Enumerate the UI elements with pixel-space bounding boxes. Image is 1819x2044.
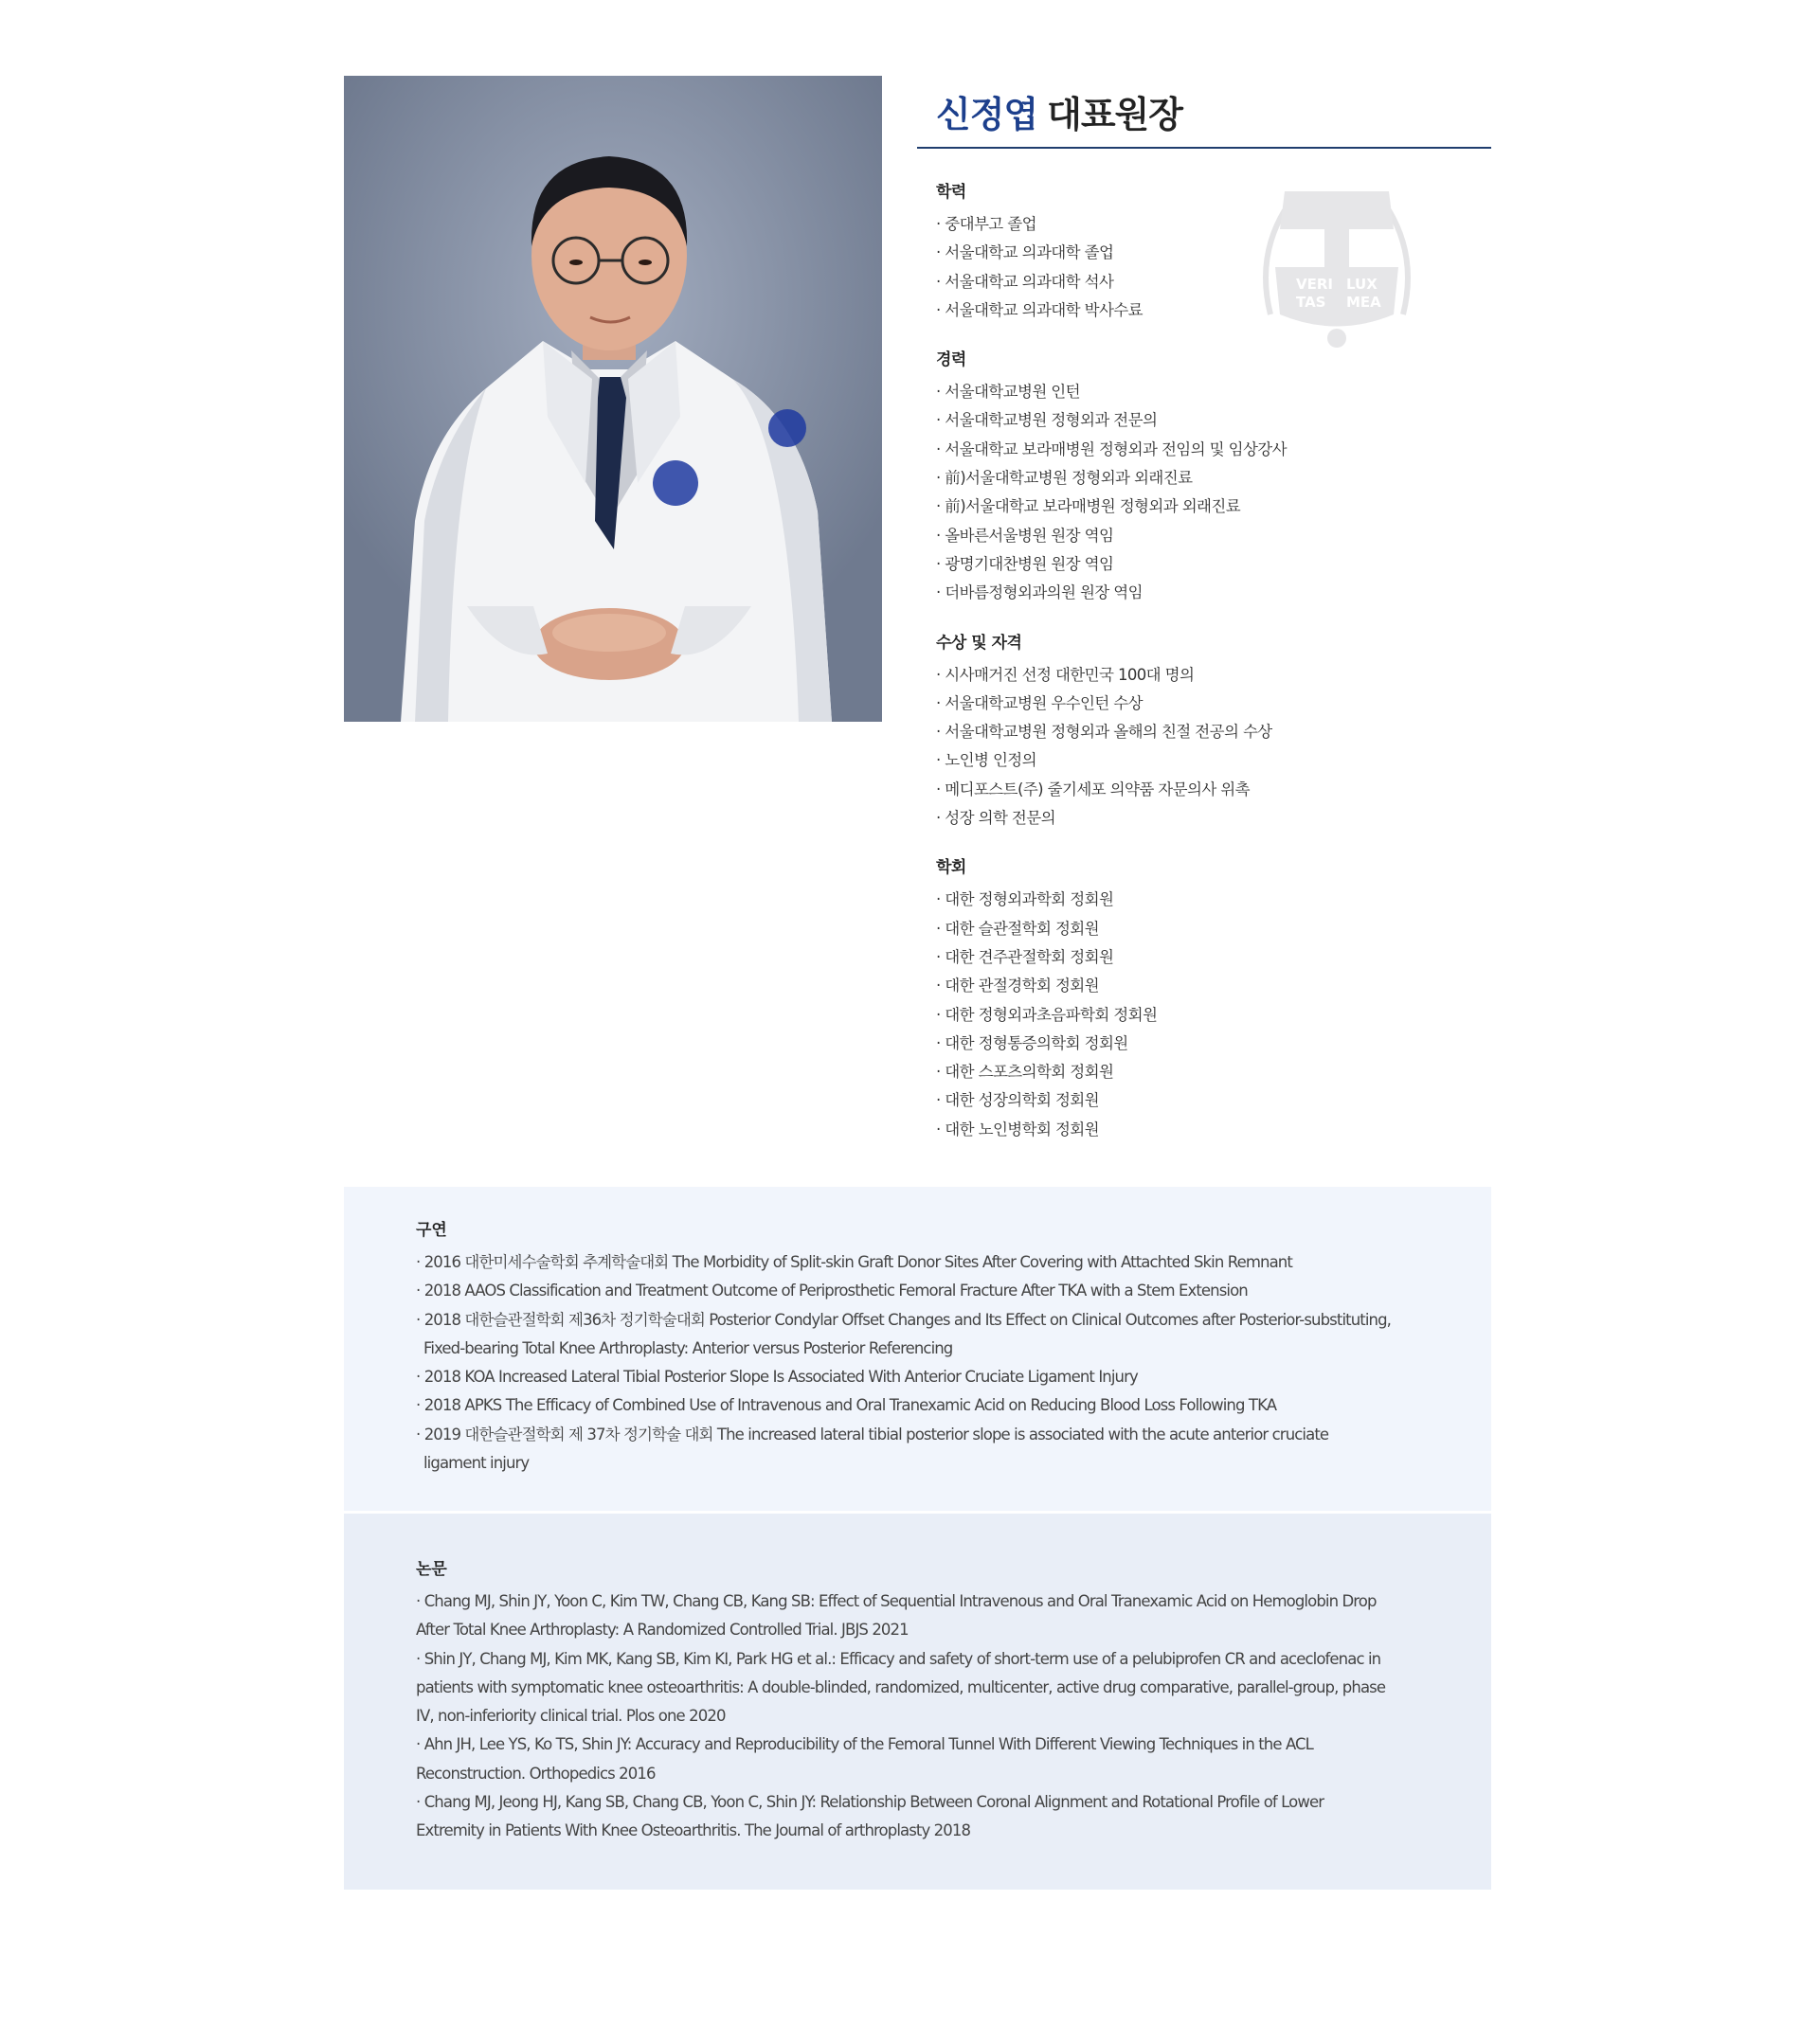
list-item: · 서울대학교 의과대학 졸업 [936,243,1114,262]
svg-text:LUX: LUX [1346,276,1378,293]
list-item: · 시사매거진 선정 대한민국 100대 명의 [936,665,1195,684]
section-heading: 학력 [936,183,966,202]
lectures-panel [344,1187,1491,1511]
doctor-portrait-illustration [344,76,882,722]
lecture-item: · 2016 대한미세수술학회 추계학술대회 The Morbidity of Split-skin Graft Donor Sites After Covering with Attachted Skin Remnant [416,1253,1292,1271]
doctor-title: 대표원장 [1047,94,1182,135]
paper-item: · Ahn JH, Lee YS, Ko TS, Shin JY: Accuracy and Reproducibility of the Femoral Tunnel With Different Viewing Techniques in the ACL Reconstruction. Orthopedics 2016 [416,1735,1313,1783]
section-heading: 학회 [936,858,966,878]
list-item: · 대한 성장의학회 정회원 [936,1091,1099,1110]
list-item: · 서울대학교 보라매병원 정형외과 전임의 및 임상강사 [936,439,1287,458]
list-item: · 더바름정형외과의원 원장 역임 [936,583,1143,602]
name-row [917,76,1491,149]
svg-text:MEA: MEA [1346,294,1381,311]
lecture-item: · 2018 AAOS Classification and Treatment Outcome of Periprosthetic Femoral Fracture After TKA with a Stem Extension [416,1282,1248,1300]
doctor-photo [344,76,882,722]
list-item: · 노인병 인정의 [936,751,1036,770]
paper-item: · Chang MJ, Jeong HJ, Kang SB, Chang CB, Yoon C, Shin JY: Relationship Between Coronal Alignment and Rotational Profile of Lower Extremity in Patients With Knee Osteoarthritis. The Journal of arthroplasty 2018 [416,1793,1324,1840]
list-item: · 성장 의학 전문의 [936,809,1055,828]
svg-text:TAS: TAS [1296,294,1326,311]
awards-section [936,631,1467,834]
emblem-text: VERI [1296,276,1333,293]
list-item: · 서울대학교병원 우수인턴 수상 [936,693,1143,712]
list-item: · 올바른서울병원 원장 역임 [936,526,1114,545]
list-item: · 대한 정형외과초음파학회 정회원 [936,1005,1158,1024]
list-item: · 메디포스트(주) 줄기세포 의약품 자문의사 위촉 [936,780,1250,798]
paper-item: · Chang MJ, Shin JY, Yoon C, Kim TW, Chang CB, Kang SB: Effect of Sequential Intravenous and Oral Tranexamic Acid on Hemoglobin Drop After Total Knee Arthroplasty: A Randomized Controlled Trial. JBJS 2021 [416,1592,1377,1640]
section-heading: 수상 및 자격 [936,633,1022,653]
doctor-name: 신정엽 [936,94,1038,135]
list-item: · 서울대학교병원 정형외과 전문의 [936,411,1158,430]
profile-header [917,76,1491,149]
list-item: · 서울대학교 의과대학 박사수료 [936,300,1143,319]
list-item: · 대한 정형통증의학회 정회원 [936,1033,1128,1052]
lecture-item: · 2018 KOA Increased Lateral Tibial Posterior Slope Is Associated With Anterior Cruciate Ligament Injury [416,1368,1138,1387]
list-item: · 광명기대찬병원 원장 역임 [936,554,1114,573]
list-item: · 前)서울대학교 보라매병원 정형외과 외래진료 [936,497,1241,516]
list-item: · 서울대학교병원 정형외과 올해의 친절 전공의 수상 [936,723,1272,742]
list-item: · 서울대학교병원 인턴 [936,383,1080,402]
list-item: · 前)서울대학교병원 정형외과 외래진료 [936,469,1193,488]
career-section [936,348,1467,607]
list-item: · 대한 노인병학회 정회원 [936,1120,1099,1139]
list-item: · 대한 스포츠의학회 정회원 [936,1063,1114,1082]
paper-item: · Shin JY, Chang MJ, Kim MK, Kang SB, Kim KI, Park HG et al.: Efficacy and safety of short-term use of a pelubiprofen CR and aceclofenac in patients with symptomatic knee osteoarthritis: A double-blinded, randomized, multicenter, active drug comparative, parallel-group, phase IV, non-inferiority clinical trial. Plos one 2020 [416,1649,1386,1726]
list-item: · 대한 정형외과학회 정회원 [936,890,1114,909]
societies-section [936,855,1467,1144]
profile-sections [936,180,1467,1167]
list-item: · 대한 슬관절학회 정회원 [936,919,1099,938]
lecture-item: · 2019 대한슬관절학회 제 37차 정기학술 대회 The increased lateral tibial posterior slope is associated with the acute anterior cruciate ligament injury [416,1425,1329,1473]
education-section [936,180,1467,325]
section-heading: 경력 [936,350,966,370]
lecture-item: · 2018 대한슬관절학회 제36차 정기학술대회 Posterior Condylar Offset Changes and Its Effect on Clinical Outcomes after Posterior-substituting, Fixed-bearing Total Knee Arthroplasty: Anterior versus Posterior Referencing [416,1310,1391,1357]
list-item: · 대한 견주관절학회 정회원 [936,947,1114,966]
papers-heading: 논문 [416,1560,447,1579]
lecture-item: · 2018 APKS The Efficacy of Combined Use of Intravenous and Oral Tranexamic Acid on Reducing Blood Loss Following TKA [416,1396,1277,1415]
list-item: · 중대부고 졸업 [936,215,1036,233]
list-item: · 서울대학교 의과대학 석사 [936,272,1114,291]
list-item: · 대한 관절경학회 정회원 [936,977,1099,995]
lectures-heading: 구연 [416,1221,447,1240]
papers-panel [344,1514,1491,1890]
